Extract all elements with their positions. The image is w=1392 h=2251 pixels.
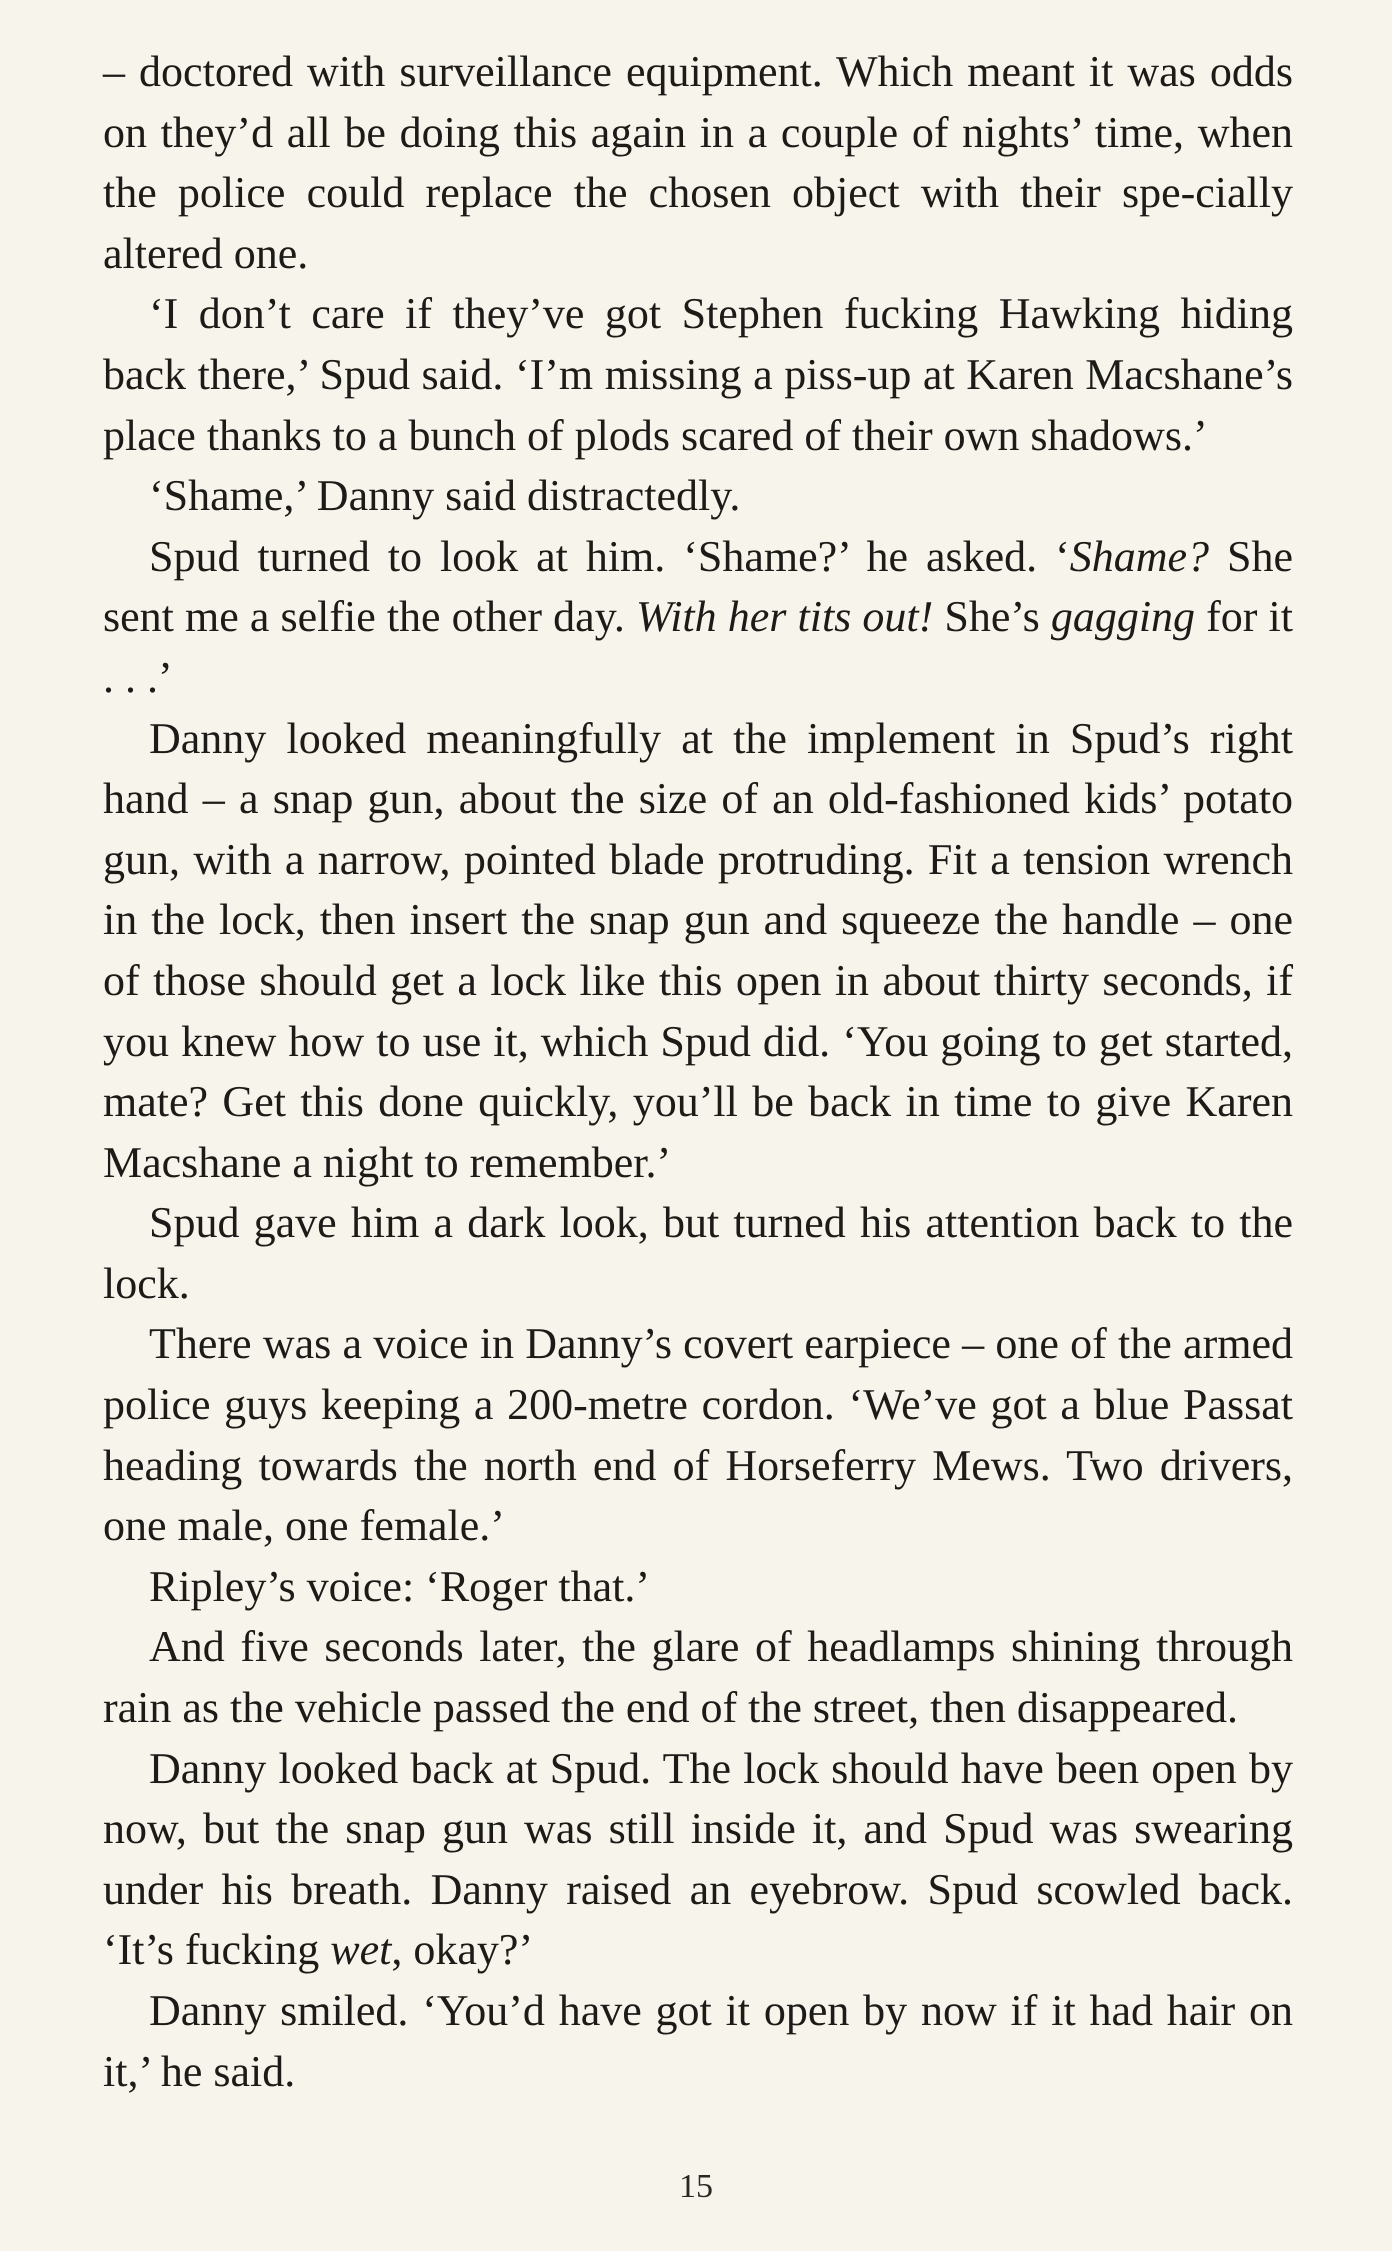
paragraph: [103, 1617, 1293, 1738]
paragraph-text: Ripley’s voice: ‘Roger that.’: [149, 1561, 650, 1611]
paragraph: [103, 1314, 1293, 1556]
paragraph: [103, 284, 1293, 466]
paragraph: [103, 1557, 1293, 1618]
paragraph: [103, 1739, 1293, 1981]
paragraph-text: Danny smiled. ‘You’d have got it open by now if it had hair on it,’ he said.: [103, 1986, 1293, 2096]
page-number: 15: [679, 2168, 713, 2205]
paragraph-text: She’s: [933, 592, 1051, 642]
italic-text: gagging: [1050, 592, 1196, 642]
paragraph-text: , okay?’: [391, 1925, 534, 1975]
paragraph-text: There was a voice in Danny’s covert earpiece – one of the armed police guys keeping a 200-metre cordon. ‘We’ve got a blue Passat heading towards the north end of Horseferry Mews. Two drivers, one male, one female.’: [103, 1319, 1293, 1551]
body-text: [103, 42, 1293, 2102]
paragraph-text: ‘Shame,’ Danny said distractedly.: [149, 471, 741, 521]
paragraph: [103, 1193, 1293, 1314]
paragraph: [103, 42, 1293, 284]
paragraph: [103, 709, 1293, 1194]
paragraph: [103, 466, 1293, 527]
paragraph-text: And five seconds later, the glare of headlamps shining through rain as the vehicle passed the end of the street, then disappeared.: [103, 1622, 1293, 1733]
paragraph-text: Spud gave him a dark look, but turned his attention back to the lock.: [103, 1198, 1293, 1308]
paragraph-text: ‘I don’t care if they’ve got Stephen fucking Hawking hiding back there,’ Spud said. ‘I’m missing a piss-up at Karen Macshane’s place thanks to a bunch of plods scared of their own shadows.’: [103, 289, 1293, 460]
italic-text: Shame?: [1069, 531, 1210, 581]
paragraph-text: Danny looked meaningfully at the implement in Spud’s right hand – a snap gun, about the size of an old-fashioned kids’ potato gun, with a narrow, pointed blade protruding. Fit a tension wrench in the lock, then insert the snap gun and squeeze the handle – one of those should get a lock like this open in about thirty seconds, if you knew how to use it, which Spud did. ‘You going to get started, mate? Get this done quickly, you’ll be back in time to give Karen Macshane a night to remember.’: [103, 713, 1293, 1187]
paragraph-text: for it . . .’: [103, 592, 1293, 702]
italic-text: wet: [330, 1925, 392, 1975]
paragraph-text: Danny looked back at Spud. The lock should have been open by now, but the snap gun was still inside it, and Spud was swearing under his breath. Danny raised an eyebrow. Spud scowled back. ‘It’s fucking: [103, 1743, 1293, 1975]
paragraph: [103, 1981, 1293, 2102]
paragraph-text: Spud turned to look at him. ‘Shame?’ he asked. ‘: [149, 531, 1070, 581]
paragraph-text: – doctored with surveillance equipment. Which meant it was odds on they’d all be doing this again in a couple of nights’ time, when the police could replace the chosen object with their spe-cially altered one.: [103, 47, 1293, 278]
italic-text: With her tits out!: [635, 592, 934, 642]
paragraph-text: She sent me a selfie the other day.: [103, 531, 1294, 642]
paragraph: [103, 527, 1293, 709]
